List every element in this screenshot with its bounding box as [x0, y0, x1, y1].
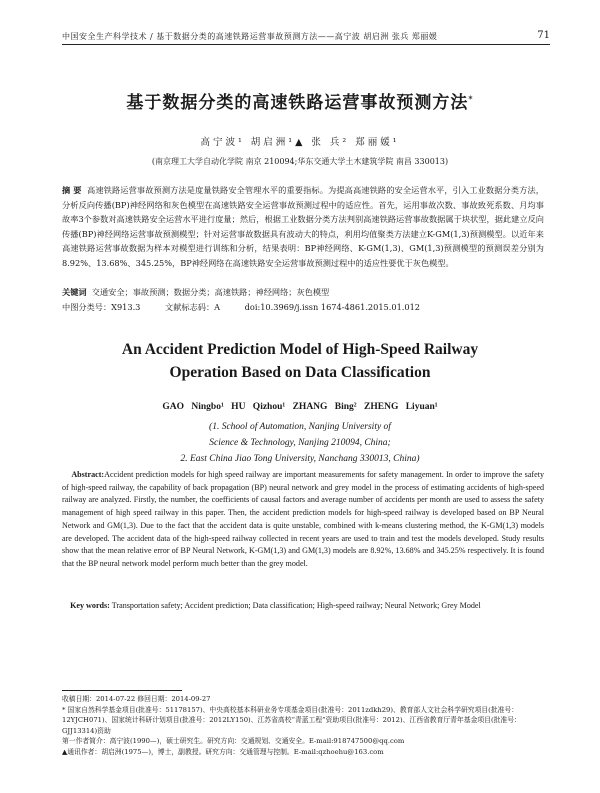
english-abstract: [62, 469, 544, 571]
english-keywords: [62, 600, 544, 613]
clc-number: 中图分类号：X913.3: [62, 302, 141, 312]
chinese-title: [40, 88, 560, 113]
chinese-abstract-label: 摘 要: [62, 185, 82, 195]
english-title-line-2: Operation Based on Data Classification: [169, 364, 431, 381]
chinese-title-text: 基于数据分类的高速铁路运营事故预测方法: [126, 93, 469, 113]
chinese-abstract: [62, 183, 544, 271]
doi: doi:10.3969/j.issn 1674-4861.2015.01.012: [244, 302, 421, 312]
running-header-title: 中国安全生产科学技术 / 基于数据分类的高速铁路运营事故预测方法——高宁波 胡启洲 张兵 郑丽媛: [62, 32, 438, 41]
footnote-first-author: 第一作者简介：高宁波(1990—)，硕士研究生。研究方向：交通规划、交通安全。E-mail:918747500@qq.com: [62, 737, 405, 746]
chinese-abstract-text: 高速铁路运营事故预测方法是度量铁路安全管理水平的重要指标。为提高高速铁路的安全运营水平，引入工业数据分类方法，分析反向传播(BP)神经网络和灰色模型在高速铁路安全运营事故预测过程中的适应性。首先，运用事故次数、事故致死系数、月均事故率3个参数对高速铁路安全运营水平进行度量；然后，根据工业数据分类方法判别高速铁路运营事故数据属于块状型，据此建立反向传播(BP)神经网络运营事故预测模型；针对运营事故数据具有波动大的特点，利用均值聚类方法建立K-GM(1,3)预测模型。以近年来高速铁路运营事故数据为样本对模型进行训练和分析，结果表明：BP神经网络、K-GM(1,3)、GM(1,3)预测模型的预测误差分别为8.92%、13.68%、345.25%，BP神经网络在高速铁路安全运营事故预测过程中的适应性要优于灰色模型。: [62, 185, 544, 268]
footnote-fund: * 国家自然科学基金项目(批准号：51178157)、中央高校基本科研业务专项基金项目(批准号：2011zdkh29)、教育部人文社会科学研究项目(批准号：12YJCH071)、国家统计科研计划项目(批准号：2012LY150)、江苏省高校“青蓝工程”资助项目(批准号：2012)、江西省教育厅青年基金项目(批准号：GJJ13314)资助: [62, 705, 521, 735]
chinese-keywords: [62, 287, 544, 298]
footnotes: [62, 694, 544, 758]
chinese-keywords-text: 交通安全；事故预测；数据分类；高速铁路；神经网络；灰色模型: [91, 287, 330, 297]
classification-line: [62, 302, 544, 313]
english-affiliation-line-3: 2. East China Jiao Tong University, Nanchang 330013, China): [180, 454, 420, 464]
chinese-keywords-label: 关键词: [62, 287, 87, 297]
english-keywords-text: Transportation safety; Accident prediction; Data classification; High-speed railway; Neural Network; Grey Model: [111, 601, 481, 610]
english-affiliation-line-2: Science & Technology, Nanjing 210094, China;: [209, 438, 391, 448]
english-authors: GAO Ningbo¹ HU Qizhou¹ ZHANG Bing² ZHENG Liyuan¹: [162, 402, 438, 412]
english-title-line-1: An Accident Prediction Model of High-Speed Railway: [121, 341, 479, 358]
document-code: 文献标志码：A: [165, 302, 221, 312]
chinese-affiliation: (南京理工大学自动化学院 南京 210094;华东交通大学土木建筑学院 南昌 330013): [151, 157, 449, 166]
page-number: 71: [537, 30, 550, 41]
running-header: [62, 30, 550, 45]
english-affiliation-line-1: (1. School of Automation, Nanjing University of: [209, 422, 391, 432]
english-keywords-label: Key words:: [70, 601, 110, 610]
chinese-authors: 高宁波¹ 胡启洲¹▲ 张 兵² 郑丽媛¹: [200, 137, 400, 148]
footnote-received: 收稿日期：2014-07-22 修回日期：2014-09-27: [62, 695, 211, 703]
english-abstract-text: Accident prediction models for high speed railway are important measurements for safety management. In order to improve the safety of high-speed railway, the capability of back propagation (BP) neural network and grey model in the process of estimating accidents of high-speed railway are analyzed. Firstly, the number, the coefficients of causal factors and average number of accidents per month are used to assess the safety management of high speed railway in this paper. Then, the accident prediction models for high-speed railway is developed based on BP Neural Network and GM(1,3). Due to the fact that the accident data is quite unstable, combined with k-means clustering method, the K-GM(1,3) models are developed. The accident data of the high-speed railway collected in recent years are used to train and test the models developed. Study results show that the mean relative error of BP Neural Network, K-GM(1,3) and GM(1,3) models are 8.92%, 13.68% and 345.25% respectively. It is found that the BP neural network model perform much better than the grey model.: [62, 470, 544, 568]
footnote-divider: [62, 690, 182, 691]
title-footnote-mark: *: [468, 93, 474, 104]
english-abstract-label: Abstract:: [71, 470, 105, 479]
footnote-corresponding-author: ▲通讯作者：胡启洲(1975—)，博士，副教授。研究方向：交通管理与控制。E-mail:qzhoehu@163.com: [62, 747, 384, 756]
